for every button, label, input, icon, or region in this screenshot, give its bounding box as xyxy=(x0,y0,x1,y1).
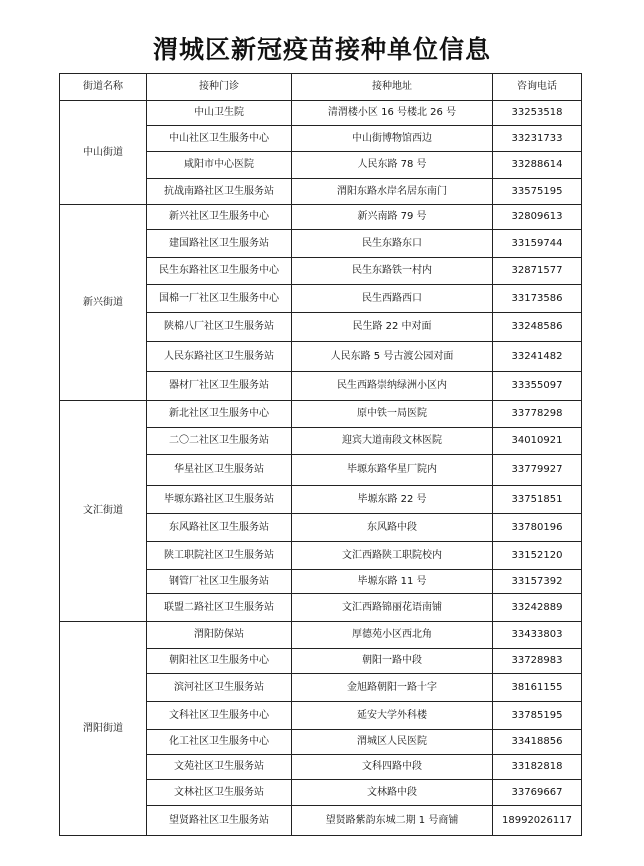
phone-cell: 33769667 xyxy=(493,780,582,806)
phone-cell: 33785195 xyxy=(493,702,582,730)
clinic-cell: 华星社区卫生服务站 xyxy=(147,455,292,486)
clinic-cell: 东风路社区卫生服务站 xyxy=(147,514,292,542)
address-cell: 人民东路 5 号古渡公园对面 xyxy=(292,342,493,372)
clinic-cell: 器材厂社区卫生服务站 xyxy=(147,372,292,401)
phone-cell: 33241482 xyxy=(493,342,582,372)
address-cell: 迎宾大道南段文林医院 xyxy=(292,428,493,455)
table-row xyxy=(60,401,582,428)
clinic-cell: 文科社区卫生服务中心 xyxy=(147,702,292,730)
clinic-cell: 朝阳社区卫生服务中心 xyxy=(147,649,292,674)
phone-cell: 33778298 xyxy=(493,401,582,428)
phone-cell: 33575195 xyxy=(493,179,582,205)
clinic-cell: 陕棉八厂社区卫生服务站 xyxy=(147,313,292,342)
address-cell: 新兴南路 79 号 xyxy=(292,205,493,230)
table-body xyxy=(60,101,582,836)
phone-cell: 33751851 xyxy=(493,486,582,514)
clinic-cell: 中山卫生院 xyxy=(147,101,292,126)
address-cell: 毕塬东路 22 号 xyxy=(292,486,493,514)
address-cell: 渭阳东路水岸名居东南门 xyxy=(292,179,493,205)
table-header xyxy=(60,74,582,101)
phone-cell: 33779927 xyxy=(493,455,582,486)
address-cell: 延安大学外科楼 xyxy=(292,702,493,730)
clinic-cell: 建国路社区卫生服务站 xyxy=(147,230,292,258)
address-cell: 民生东路铁一村内 xyxy=(292,258,493,285)
address-cell: 原中铁一局医院 xyxy=(292,401,493,428)
header-clinic: 接种门诊 xyxy=(147,74,292,101)
phone-cell: 33433803 xyxy=(493,622,582,649)
phone-cell: 33173586 xyxy=(493,285,582,313)
clinic-cell: 滨河社区卫生服务站 xyxy=(147,674,292,702)
table-row xyxy=(60,205,582,230)
phone-cell: 38161155 xyxy=(493,674,582,702)
clinic-cell: 钢管厂社区卫生服务站 xyxy=(147,570,292,594)
address-cell: 人民东路 78 号 xyxy=(292,152,493,179)
clinic-cell: 新兴社区卫生服务中心 xyxy=(147,205,292,230)
clinic-cell: 国棉一厂社区卫生服务中心 xyxy=(147,285,292,313)
street-name-cell: 渭阳街道 xyxy=(60,622,147,836)
clinic-cell: 咸阳市中心医院 xyxy=(147,152,292,179)
address-cell: 毕塬东路华星厂院内 xyxy=(292,455,493,486)
address-cell: 渭城区人民医院 xyxy=(292,730,493,755)
page-title: 渭城区新冠疫苗接种单位信息 xyxy=(152,35,491,64)
clinic-cell: 陕工职院社区卫生服务站 xyxy=(147,542,292,570)
street-name-cell: 中山街道 xyxy=(60,101,147,205)
phone-cell: 33231733 xyxy=(493,126,582,152)
phone-cell: 33780196 xyxy=(493,514,582,542)
address-cell: 东风路中段 xyxy=(292,514,493,542)
street-name-cell: 新兴街道 xyxy=(60,205,147,401)
address-cell: 民生东路东口 xyxy=(292,230,493,258)
phone-cell: 33157392 xyxy=(493,570,582,594)
address-cell: 清渭楼小区 16 号楼北 26 号 xyxy=(292,101,493,126)
clinic-cell: 化工社区卫生服务中心 xyxy=(147,730,292,755)
address-cell: 文汇西路锦丽花语南铺 xyxy=(292,594,493,622)
address-cell: 文林路中段 xyxy=(292,780,493,806)
phone-cell: 33253518 xyxy=(493,101,582,126)
phone-cell: 33159744 xyxy=(493,230,582,258)
phone-cell: 18992026117 xyxy=(493,806,582,836)
phone-cell: 33728983 xyxy=(493,649,582,674)
address-cell: 中山街博物馆西边 xyxy=(292,126,493,152)
table-row xyxy=(60,101,582,126)
clinic-cell: 联盟二路社区卫生服务站 xyxy=(147,594,292,622)
address-cell: 民生路 22 中对面 xyxy=(292,313,493,342)
phone-cell: 33288614 xyxy=(493,152,582,179)
clinic-cell: 新北社区卫生服务中心 xyxy=(147,401,292,428)
phone-cell: 33152120 xyxy=(493,542,582,570)
address-cell: 望贤路紫韵东城二期 1 号商铺 xyxy=(292,806,493,836)
clinic-cell: 抗战南路社区卫生服务站 xyxy=(147,179,292,205)
address-cell: 文科四路中段 xyxy=(292,755,493,780)
phone-cell: 32809613 xyxy=(493,205,582,230)
clinic-cell: 文苑社区卫生服务站 xyxy=(147,755,292,780)
clinic-cell: 文林社区卫生服务站 xyxy=(147,780,292,806)
phone-cell: 32871577 xyxy=(493,258,582,285)
address-cell: 民生西路崇纳绿洲小区内 xyxy=(292,372,493,401)
street-name-cell: 文汇街道 xyxy=(60,401,147,622)
phone-cell: 33248586 xyxy=(493,313,582,342)
vaccination-table xyxy=(59,73,582,836)
address-cell: 朝阳一路中段 xyxy=(292,649,493,674)
clinic-cell: 人民东路社区卫生服务站 xyxy=(147,342,292,372)
clinic-cell: 二〇二社区卫生服务站 xyxy=(147,428,292,455)
address-cell: 毕塬东路 11 号 xyxy=(292,570,493,594)
header-street: 街道名称 xyxy=(60,74,147,101)
table-row xyxy=(60,622,582,649)
address-cell: 民生西路西口 xyxy=(292,285,493,313)
header-address: 接种地址 xyxy=(292,74,493,101)
clinic-cell: 中山社区卫生服务中心 xyxy=(147,126,292,152)
clinic-cell: 望贤路社区卫生服务站 xyxy=(147,806,292,836)
clinic-cell: 毕塬东路社区卫生服务站 xyxy=(147,486,292,514)
phone-cell: 33418856 xyxy=(493,730,582,755)
header-phone: 咨询电话 xyxy=(493,74,582,101)
address-cell: 厚德苑小区西北角 xyxy=(292,622,493,649)
header-row xyxy=(60,74,582,101)
phone-cell: 33182818 xyxy=(493,755,582,780)
clinic-cell: 民生东路社区卫生服务中心 xyxy=(147,258,292,285)
clinic-cell: 渭阳防保站 xyxy=(147,622,292,649)
phone-cell: 34010921 xyxy=(493,428,582,455)
phone-cell: 33355097 xyxy=(493,372,582,401)
address-cell: 文汇西路陕工职院校内 xyxy=(292,542,493,570)
address-cell: 金旭路朝阳一路十字 xyxy=(292,674,493,702)
phone-cell: 33242889 xyxy=(493,594,582,622)
